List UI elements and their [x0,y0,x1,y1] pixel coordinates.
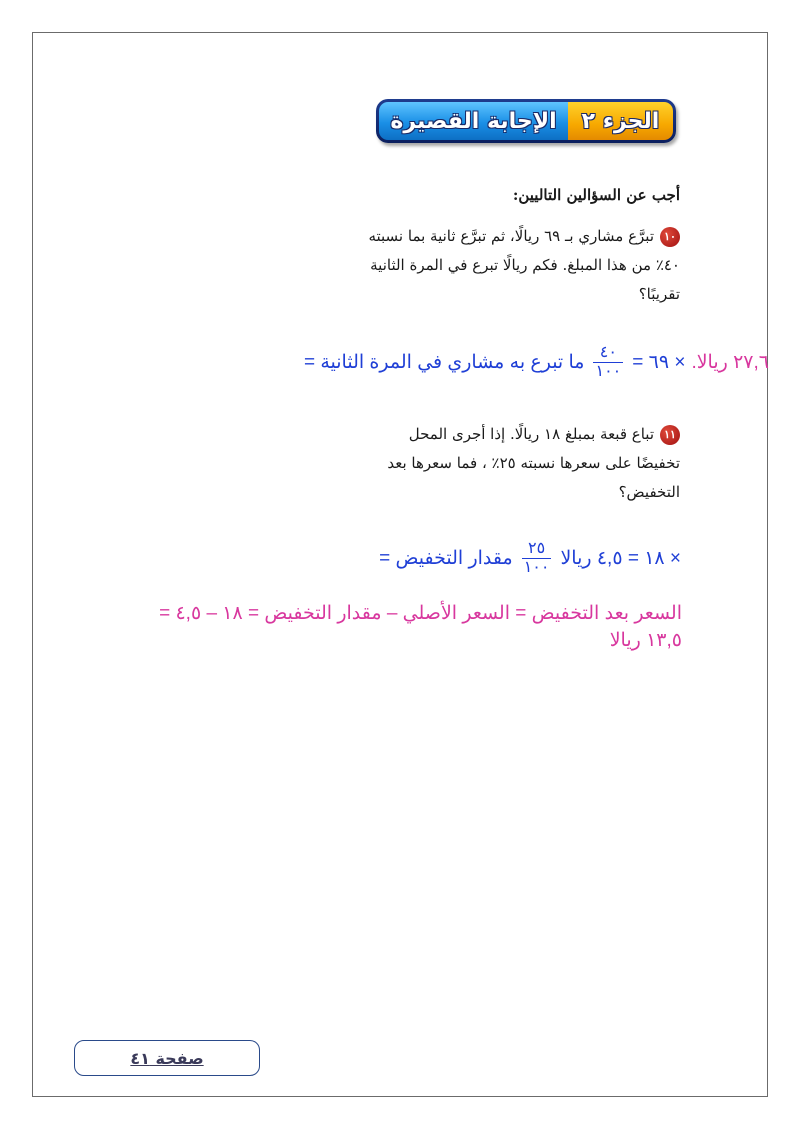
question-11-line-1: ١١تباع قبعة بمبلغ ١٨ ريالًا. إذا أجرى المحل [260,420,680,449]
answer-10-result: ٢٧,٦ ريالا. [691,352,769,373]
question-11-line-3: التخفيض؟ [618,483,680,501]
answer-11-fraction [522,540,552,577]
final-price-line-1: السعر بعد التخفيض = السعر الأصلي – مقدار التخفيض = ١٨ – ٤,٥ = [159,603,682,624]
question-10-line-2: ٤٠٪ من هذا المبلغ. فكم ريالًا تبرع في المرة الثانية [370,256,680,274]
answer-11-final-price [122,600,682,654]
question-10-line-3: تقريبًا؟ [638,285,680,303]
answer-11-multiplication: × ١٨ = ٤,٥ ريالا [560,548,681,569]
answer-11-discount [376,540,684,577]
question-11-line-2: تخفيضًا على سعرها نسبته ٢٥٪ ، فما سعرها بعد [387,454,680,472]
fraction-numerator: ٤٠ [599,344,617,361]
final-price-line-2: ١٣,٥ ريالا [609,630,682,651]
answer-10-multiplication: × ٦٩ = [632,352,686,373]
question-11 [260,420,680,507]
answer-10-fraction [593,344,623,381]
question-10-line-1: ١٠تبرَّع مشاري بـ ٦٩ ريالًا، ثم تبرَّع ثانية بما نسبته [260,222,680,251]
question-number-badge: ١١ [660,425,680,445]
section-banner [376,99,676,143]
instruction-text: أجب عن السؤالين التاليين: [512,186,680,204]
banner-part-label: الجزء ٢ [568,102,673,140]
question-number-badge: ١٠ [660,227,680,247]
fraction-denominator: ١٠٠ [595,363,622,380]
question-10 [260,222,680,309]
answer-11-label: مقدار التخفيض = [379,548,513,569]
page-number-label: صفحة ٤١ [74,1040,260,1076]
answer-10-label: ما تبرع به مشاري في المرة الثانية = [303,352,585,373]
banner-title: الإجابة القصيرة [379,102,568,140]
fraction-denominator: ١٠٠ [523,559,550,576]
answer-10 [301,344,772,381]
fraction-numerator: ٢٥ [527,540,546,557]
